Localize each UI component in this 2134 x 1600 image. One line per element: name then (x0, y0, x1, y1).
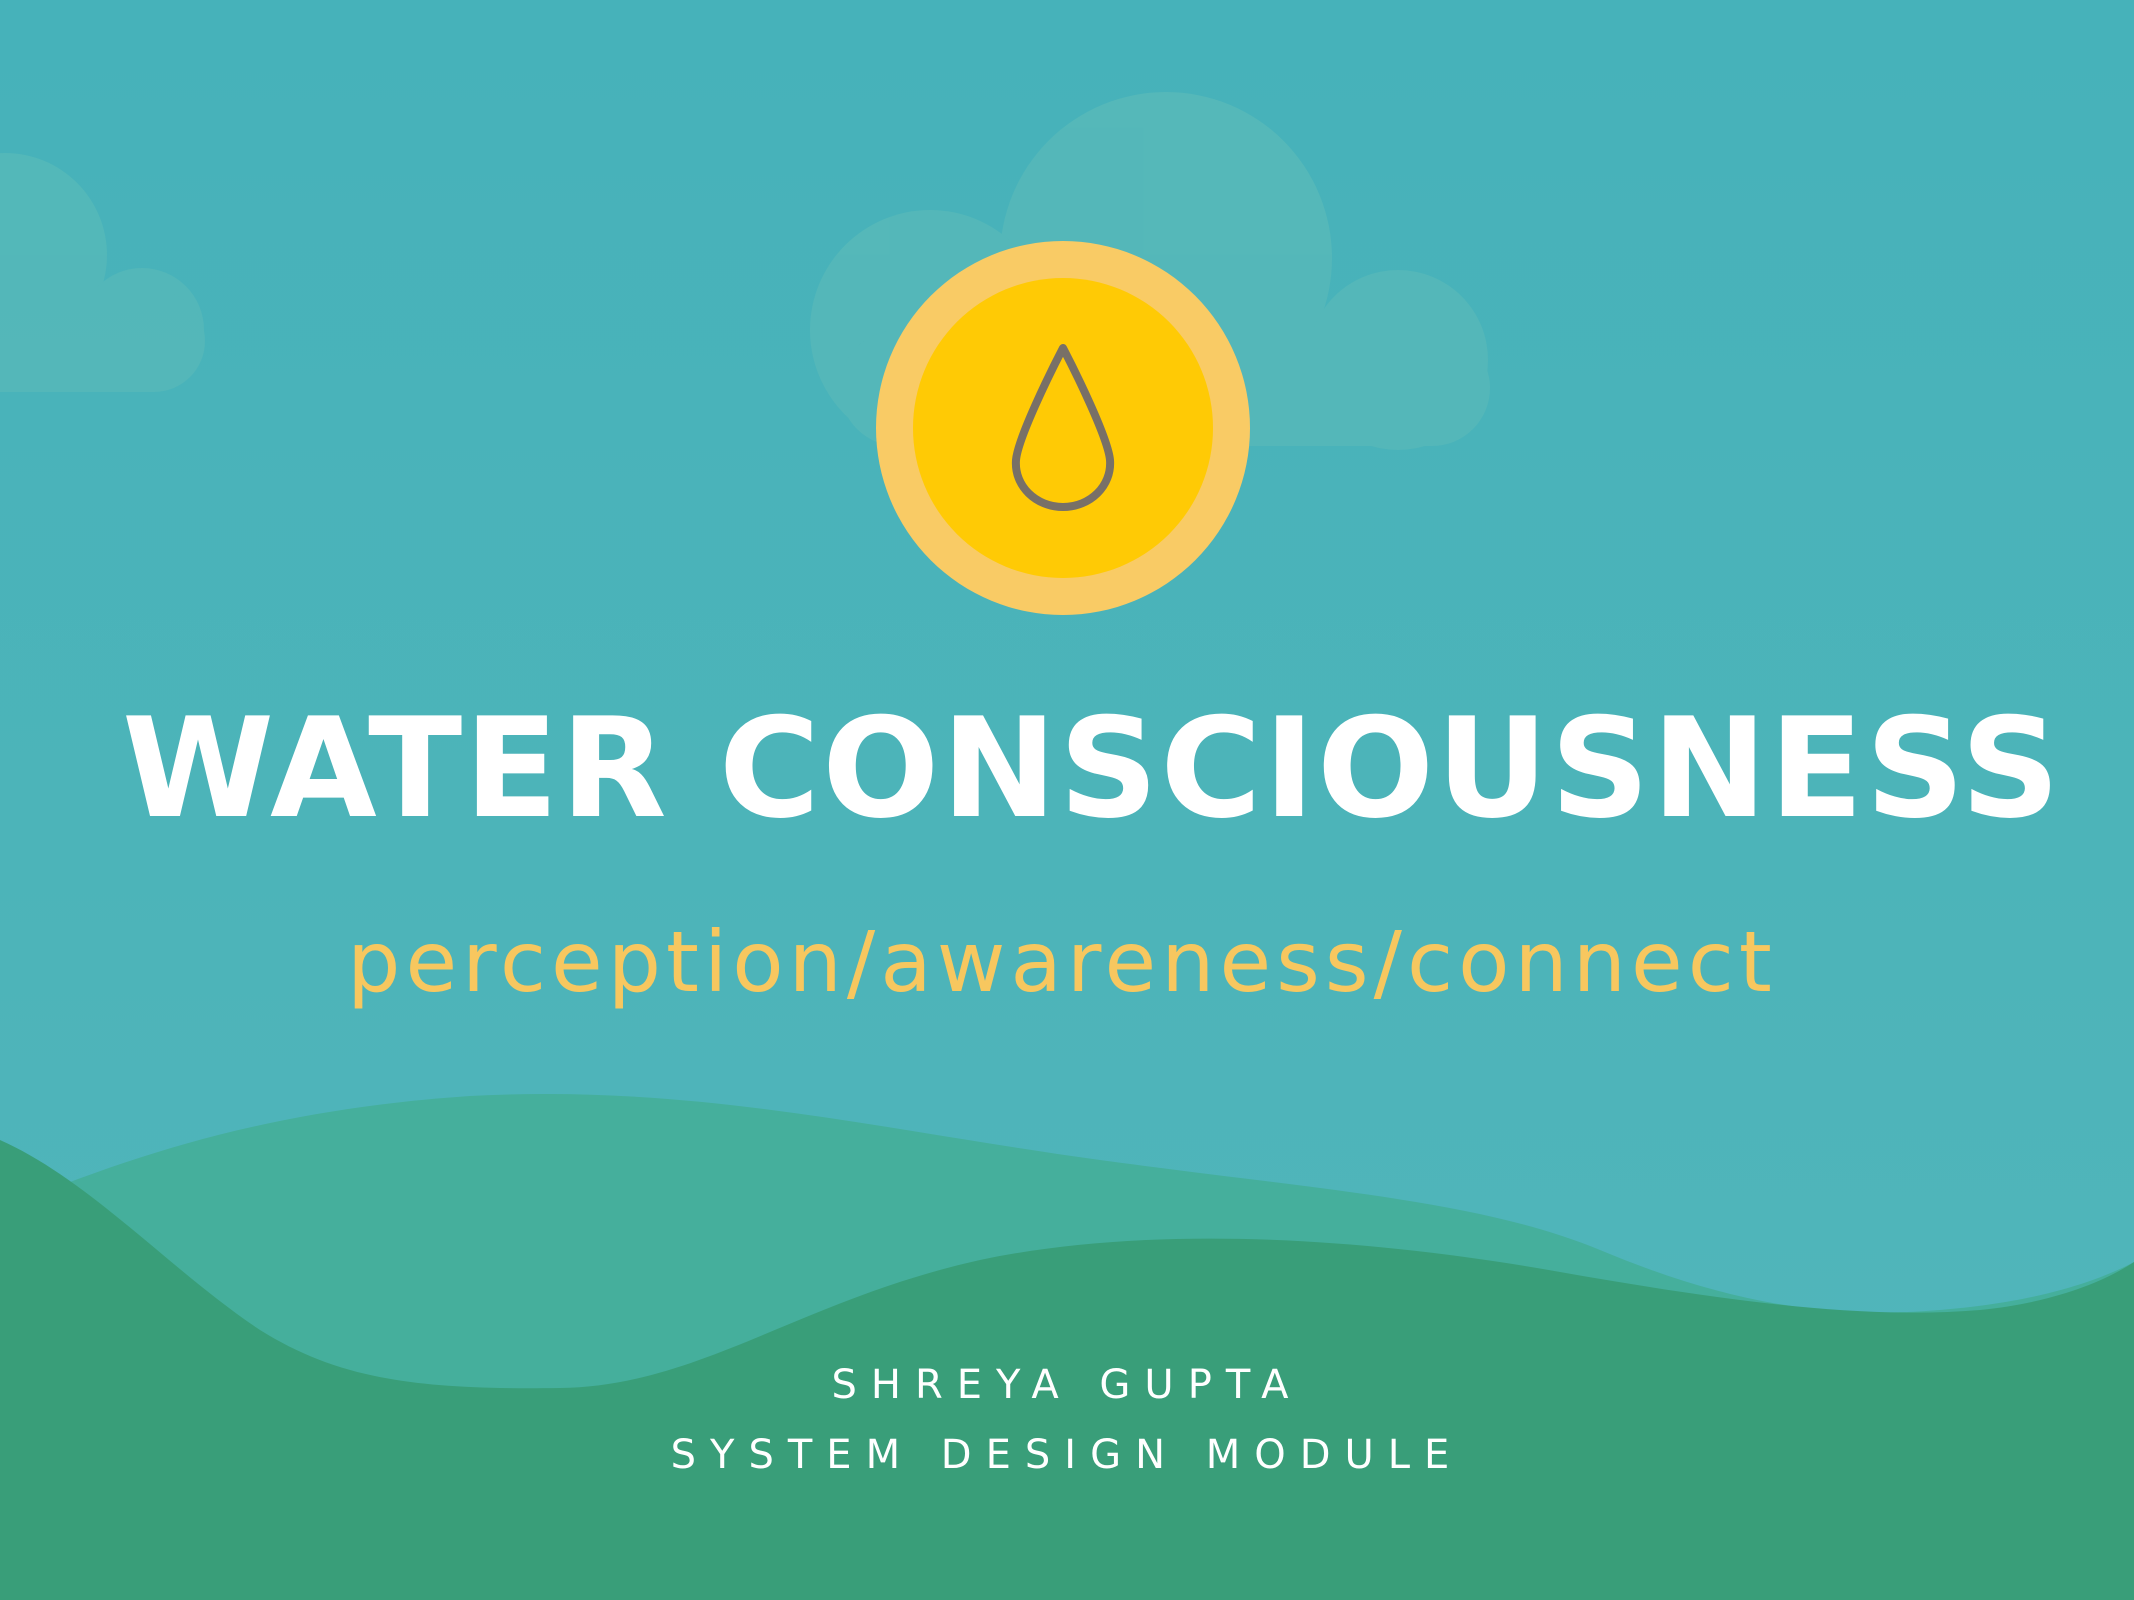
module-name: SYSTEM DESIGN MODULE (670, 1432, 1464, 1478)
credits (0, 1350, 2134, 1490)
subtitle: perception/awareness/connect (347, 913, 1777, 1011)
sun (876, 241, 1250, 615)
cloud-left (0, 153, 205, 392)
author-name: SHREYA GUPTA (831, 1362, 1303, 1408)
page-title: WATER CONSCIOUSNESS (121, 688, 2062, 849)
